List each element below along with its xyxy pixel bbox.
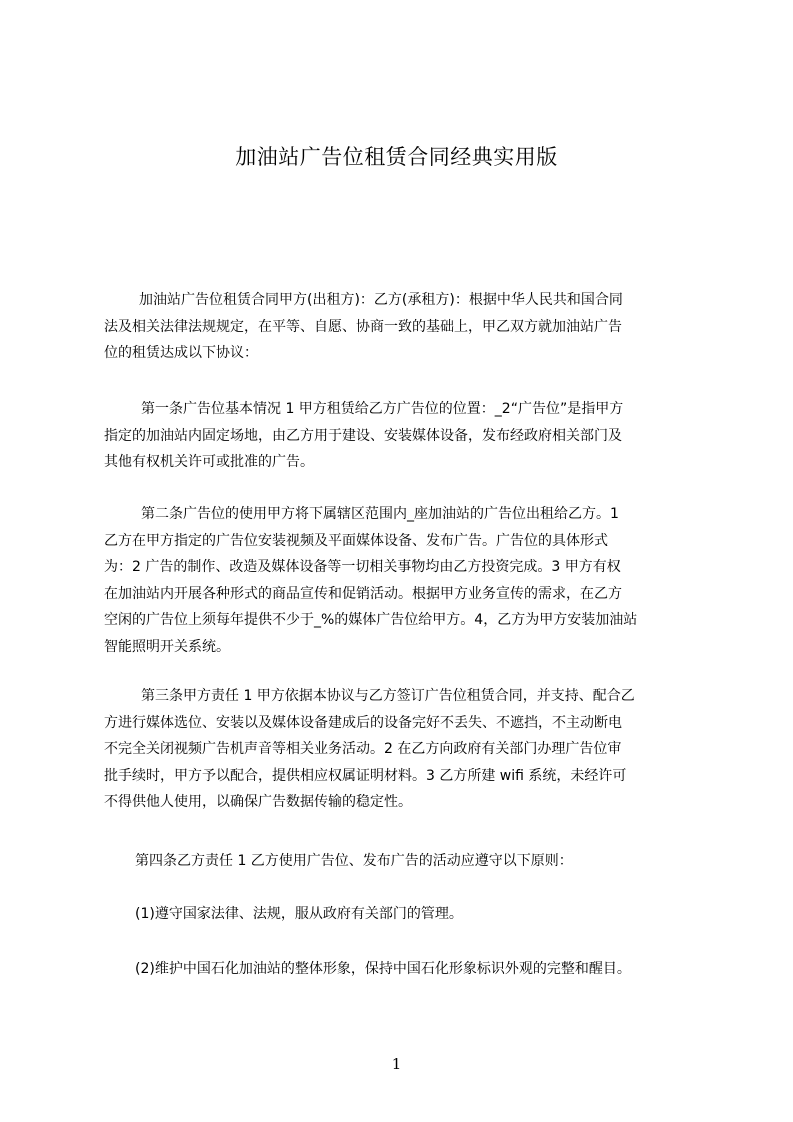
paragraph-article-4 (135, 848, 715, 875)
paragraph-article-3 (104, 683, 699, 816)
paragraph-article-1 (104, 396, 699, 476)
paragraph-line: 指定的加油站内固定场地，由乙方用于建设、安装媒体设备，发布经政府相关部门及 (104, 427, 622, 444)
paragraph-line: 第二条广告位的使用甲方将下属辖区范围内_座加油站的广告位出租给乙方。1 (141, 506, 619, 522)
paragraph-line: 智能照明开关系统。 (104, 638, 230, 655)
paragraph-item-1 (135, 901, 715, 928)
paragraph-line: 其他有权机关许可或批准的广告。 (104, 454, 314, 470)
paragraph-item-2 (135, 956, 715, 983)
paragraph-line: 不得供他人使用，以确保广告数据传输的稳定性。 (104, 794, 412, 810)
paragraph-line: 加油站广告位租赁合同甲方(出租方)：乙方(承租方)：根据中华人民共和国合同 (139, 292, 623, 308)
page-number: 1 (391, 1055, 402, 1073)
paragraph-line: 法及相关法律法规规定，在平等、自愿、协商一致的基础上，甲乙双方就加油站广告 (104, 318, 622, 335)
paragraph-line: 方进行媒体选位、安装以及媒体设备建成后的设备完好不丢失、不遮挡，不主动断电 (104, 714, 622, 731)
paragraph-line: 第三条甲方责任 1 甲方依据本协议与乙方签订广告位租赁合同，并支持、配合乙 (141, 688, 635, 704)
document-title: 加油站广告位租赁合同经典实用版 (235, 145, 558, 169)
paragraph-line: (1)遵守国家法律、法规，服从政府有关部门的管理。 (135, 906, 463, 922)
paragraph-line: 第四条乙方责任 1 乙方使用广告位、发布广告的活动应遵守以下原则： (135, 853, 573, 869)
paragraph-intro (104, 287, 699, 367)
paragraph-article-2 (104, 501, 699, 660)
paragraph-line: 为：2 广告的制作、改造及媒体设备等一切相关事物均由乙方投资完成。3 甲方有权 (104, 559, 621, 575)
paragraph-line: 乙方在甲方指定的广告位安装视频及平面媒体设备、发布广告。广告位的具体形式 (104, 532, 608, 549)
paragraph-line: 位的租赁达成以下协议： (104, 345, 258, 361)
paragraph-line: 在加油站内开展各种形式的商品宣传和促销活动。根据甲方业务宣传的需求，在乙方 (104, 585, 622, 602)
paragraph-line: 空闲的广告位上须每年提供不少于_%的媒体广告位给甲方。4，乙方为甲方安装加油站 (104, 612, 638, 628)
paragraph-line: 不完全关闭视频广告机声音等相关业务活动。2 在乙方向政府有关部门办理广告位审 (104, 741, 622, 757)
paragraph-line: 批手续时，甲方予以配合，提供相应权属证明材料。3 乙方所建 wifi 系统，未经许可 (104, 767, 627, 784)
paragraph-line: 第一条广告位基本情况 1 甲方租赁给乙方广告位的位置：_2“广告位”是指甲方 (141, 401, 624, 417)
paragraph-line: (2)维护中国石化加油站的整体形象，保持中国石化形象标识外观的完整和醒目。 (135, 961, 631, 977)
